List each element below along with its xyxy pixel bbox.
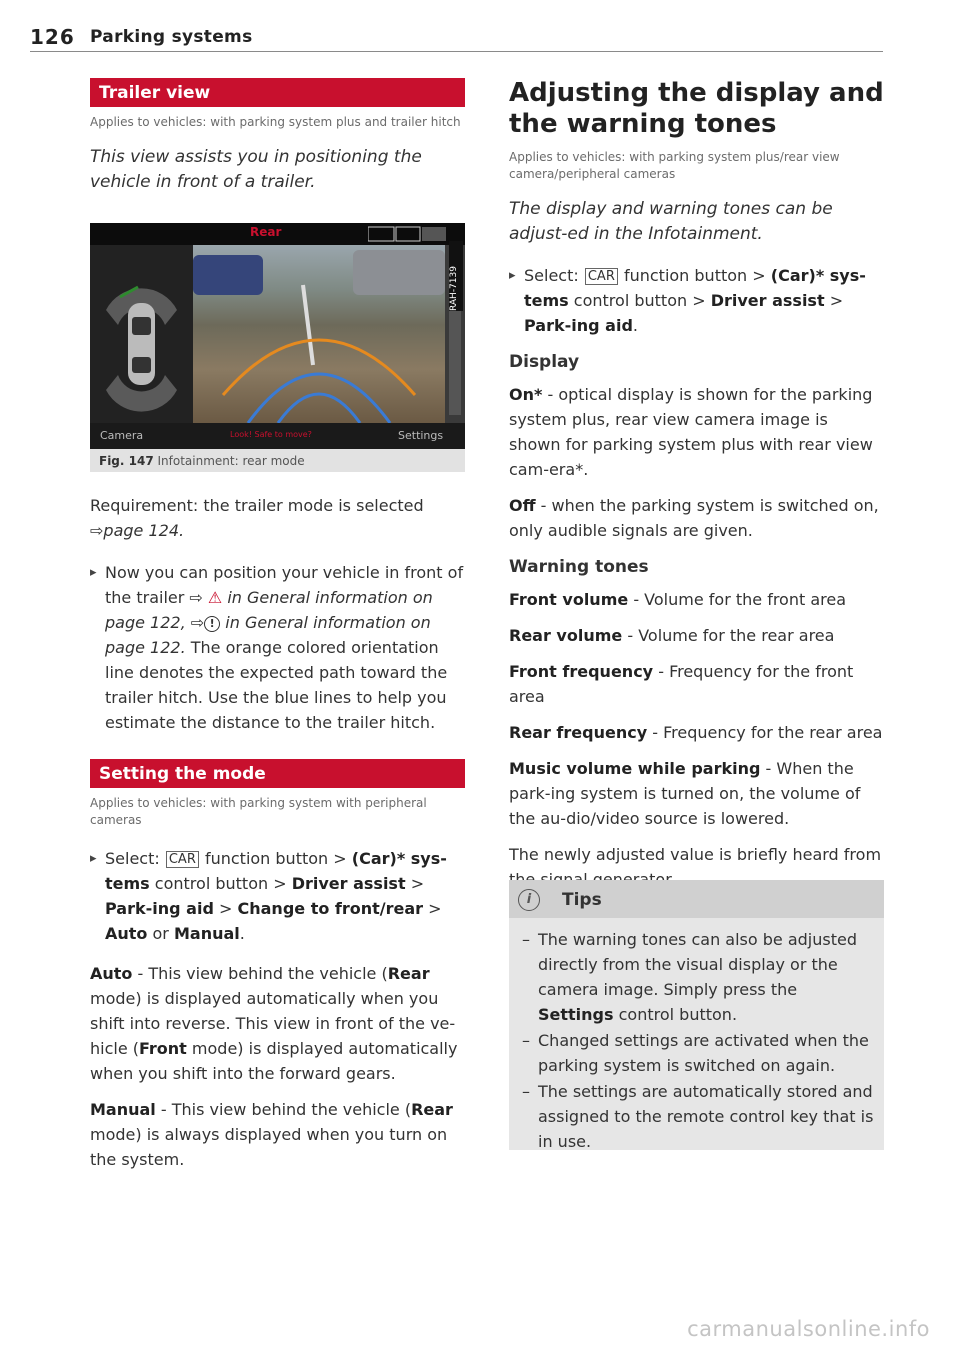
display-subheading: Display [509,352,580,372]
tip-1c: control button. [618,1005,738,1024]
manual-text-2: mode) is always displayed when you turn on the system. [90,1125,448,1169]
rear-volume-label: Rear volume [509,626,623,645]
figure-caption-text: Infotainment: rear mode [157,454,305,468]
screen-status-icons [368,226,448,242]
tip-item-3: – The settings are automatically stored and assigned to the remote control key that is in use. [509,1079,884,1154]
step-arrow: ⇨ [190,613,205,632]
newly-adjusted-text: The newly adjusted value is briefly heard from [509,845,882,864]
tips-title: Tips [562,890,602,910]
info-circle-icon: i [518,889,540,911]
trailer-view-section [90,78,465,195]
sel-6: Park-ing aid [105,899,214,918]
on-text: - optical display is shown for the parking system plus, rear view camera image is shown for parking system plus with rear view cam-era*. [509,385,873,479]
screen-warning-text: Look! Safe to move? [230,430,312,439]
infotainment-screen [90,223,465,449]
r-select-prefix: Select: [524,266,579,285]
on-label: On* [509,385,543,404]
warning-triangle-icon: ⚠ [207,588,223,607]
r-sel-6: Park-ing aid [524,316,633,335]
figure-caption [99,454,305,468]
manual-label: Manual [90,1100,156,1119]
display-tones-section [509,78,884,892]
r-sel-5: > [829,291,844,310]
camera-image [193,245,445,423]
sel-5: > [410,874,425,893]
rear-frequency-label: Rear frequency [509,723,648,742]
r-sel-2: (Car)* sys-tems [524,266,866,310]
car-topview [90,245,193,423]
manual-rear: Rear [411,1100,453,1119]
right-lead: The display and warning tones can be adjust-ed in the Infotainment. [509,199,833,244]
mode-applies: Applies to vehicles: with parking system with peripheral cameras [90,796,427,827]
front-volume-text: - Volume for the front area [633,590,847,609]
manual-paragraph [90,1097,465,1172]
sel-12: Manual [173,924,240,943]
tips-header [509,880,884,918]
mode-select-step [90,846,465,946]
step-ref-caution: in General information on page 122. [105,613,431,657]
screen-header [90,223,465,245]
figure-number: Fig. 147 [99,454,154,468]
auto-paragraph [90,961,465,1086]
front-frequency-text: - Frequency for the front area [509,662,854,706]
right-applies: Applies to vehicles: with parking system plus/rear view camera/peripheral cameras [509,150,840,181]
car-sensor-icon [90,245,193,423]
header-rule [30,51,883,52]
settings-label: Settings [398,429,444,442]
screen-sidebar [445,245,465,423]
rear-volume-item [509,623,884,648]
caution-circle-icon: ! [204,616,220,632]
r-sel-1: function button > [623,266,766,285]
trailer-view-heading: Trailer view [90,78,465,107]
camera-label: Camera [100,429,144,442]
r-car-key: CAR [585,268,618,285]
r-sel-3: control button > [573,291,706,310]
sel-8: Change to front/rear [237,899,424,918]
trailer-applies: Applies to vehicles: with parking system plus and trailer hitch [90,115,461,129]
step-text-e: The orange colored orientation line denotes the expected path toward the trailer hitch. Use the blue lines to help you estimate the distance to the trailer hitch. [105,638,448,732]
auto-text-1: - This view behind the vehicle ( [137,964,388,983]
tip-1-settings: Settings [538,1005,614,1024]
auto-front: Front [139,1039,187,1058]
warning-tones-subheading: Warning tones [509,557,649,577]
sel-1: function button > [204,849,347,868]
watermark: carmanualsonline.info [687,1317,930,1341]
front-frequency-item [509,659,884,709]
auto-text-2: mode) is displayed automatically when you shift into reverse. This view in front of the ve-hicle ( [90,989,456,1058]
off-paragraph [509,493,884,543]
requirement-ref: ⇨page 124. [90,521,185,540]
tip-item-1 [509,927,884,1027]
sel-4: Driver assist [291,874,406,893]
trailer-body [90,493,465,735]
front-frequency-label: Front frequency [509,662,654,681]
manual-text-1: - This view behind the vehicle ( [160,1100,412,1119]
guide-lines [193,245,445,423]
tip-1a: The warning tones can also be adjusted directly from the visual display or the camera image. Simply press the [538,930,857,999]
music-volume-text: - When the park-ing system is turned on, the volume of the au-dio/video source is lowered. [509,759,861,828]
figure-rear-mode [90,223,465,472]
music-volume-item [509,756,884,831]
auto-rear: Rear [387,964,430,983]
sel-10: Auto [105,924,148,943]
tips-list [509,918,884,1154]
setting-mode-heading: Setting the mode [90,759,465,788]
tip-item-2: – Changed settings are activated when the parking system is switched on again. [509,1028,884,1078]
screen-title: Rear [250,225,282,239]
on-paragraph [509,382,884,482]
requirement: Requirement: the trailer mode is selected [90,496,424,515]
off-label: Off [509,496,536,515]
rear-frequency-item [509,720,884,745]
sel-11: or [152,924,169,943]
rear-volume-text: - Volume for the rear area [627,626,835,645]
section-title: Parking systems [90,27,253,47]
tips-box [509,880,884,1150]
trailer-lead: This view assists you in positioning the vehicle in front of a trailer. [90,147,422,192]
screen-footer [90,423,465,449]
music-volume-label: Music volume while parking [509,759,761,778]
trailer-step [90,560,465,735]
r-sel-7: . [632,316,638,335]
display-tones-heading: Adjusting the display and the warning tones [509,78,884,139]
select-prefix: Select: [105,849,160,868]
step-ref-warning: in General information on page 122, [105,588,433,632]
front-volume-item [509,587,884,612]
page-number: 126 [30,25,75,49]
front-volume-label: Front volume [509,590,629,609]
rear-frequency-text: - Frequency for the rear area [652,723,883,742]
sel-9: > [428,899,442,918]
sel-13: . [239,924,245,943]
off-text: - when the parking system is switched on, only audible signals are given. [509,496,879,540]
sel-3: control button > [154,874,287,893]
r-sel-4: Driver assist [710,291,825,310]
sel-7: > [219,899,233,918]
image-id-label: RAH-7139 [449,241,463,311]
step-text-a: Now you can position your vehicle in front of the trailer ⇨ [105,563,464,607]
requirement-text [90,493,465,543]
car-key: CAR [166,851,199,868]
setting-mode-section [90,759,465,1172]
sel-2: (Car)* sys-tems [105,849,447,893]
right-select-step [509,263,884,338]
auto-text-3: mode) is displayed automatically when you shift into the forward gears. [90,1039,458,1083]
auto-label: Auto [90,964,133,983]
